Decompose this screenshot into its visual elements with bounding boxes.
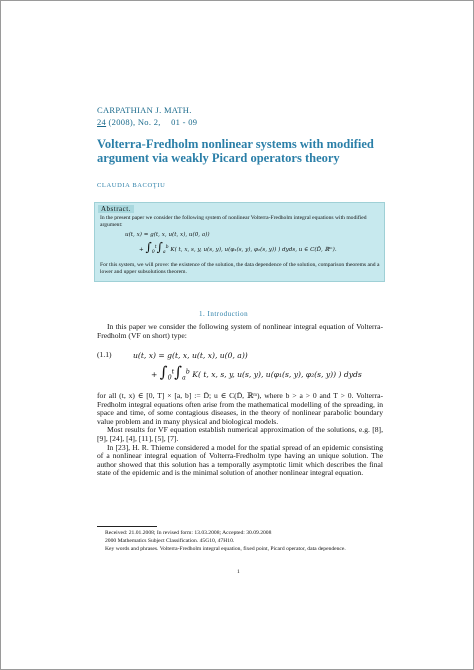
footnote-received: Received: 21.01.2008; In revised form: 13.03.2008; Accepted: 30.09.2008 [105, 530, 272, 536]
journal-pages: 01 - 09 [171, 117, 198, 127]
equation-1-1-line-2-text: K( t, x, s, y, u(s, y), u(φ₁(s, y), φ₂(s, y)) ) dyds [192, 370, 362, 379]
paper-author: CLAUDIA BACOŢIU [97, 182, 166, 189]
footnote-rule [97, 526, 157, 527]
abstract-intro-text: In the present paper we consider the following system of nonlinear Volterra-Fredholm integral equations with modified argument: [100, 215, 367, 228]
equation-1-1-line-2: + $\int_0^t\int_a^b$ K( t, x, s, y, u(s, y), u(φ₁(s, y), φ₂(s, y)) ) dyds [151, 363, 362, 382]
journal-issue: (2008), No. 2, [108, 117, 161, 127]
abstract-equation-1: u(t, x) = g(t, x, u(t, x), u(0, a)) [125, 232, 210, 238]
footnote-msc: 2000 Mathematics Subject Classification. 45G10, 47H10. [105, 538, 235, 544]
abstract-equation-2: + $\int_0^t\int_a^b$ K( t, x, s, y, u(s, y), u(φ₁(s, y), φ₂(s, y)) ) dyds, u ∈ C(D̄, ℝᵐ). [139, 240, 337, 256]
intro-paragraph-4: In [23], H. R. Thieme considered a model for the spatial spread of an epidemic consisting of a nonlinear integral equation of Volterra-Fredholm type having an unique solution. The author showed that this solution has a temporally asymptotic limit which describes the final state of the epidemic and is the minimal solution of another nonlinear integral equation. [97, 442, 383, 478]
section-heading-introduction: 1. Introduction [199, 310, 249, 318]
abstract-conclusion-text: For this system, we will prove: the existence of the solution, the data dependence of the solution, comparison theorems and a lower and upper subsolutions theorem. [100, 262, 380, 275]
journal-name: CARPATHIAN J. MATH. [97, 105, 192, 115]
paper-title-line-1: Volterra-Fredholm nonlinear systems with modified [97, 137, 374, 151]
abstract-equation-2-text: K( t, x, s, y, u(s, y), u(φ₁(s, y), φ₂(s, y)) ) dyds, u ∈ C(D̄, ℝᵐ). [170, 247, 337, 253]
equation-1-1-line-1: u(t, x) = g(t, x, u(t, x), u(0, a)) [133, 351, 248, 360]
abstract-heading: Abstract. [98, 205, 134, 213]
abstract-box [94, 202, 385, 282]
intro-paragraph-1-text: In this paper we consider the following system of nonlinear integral equation of Volterra-Fredholm (VF on short) type: [97, 322, 383, 340]
intro-paragraph-2: for all (t, x) ∈ [0, T] × [a, b] := D̄; u ∈ C(D̄, ℝᵐ), where b > a > 0 and T > 0. Volterra-Fredholm integral equations often arise from the mathematical modelling of the spreading, in space and time, of some contagious diseases, in the theory of nonlinear parabolic boundary value problem and in many physical and biological models. [97, 391, 383, 426]
intro-body [97, 392, 383, 478]
equation-label-1-1: (1.1) [97, 350, 112, 359]
journal-volume: 24 [97, 117, 107, 127]
intro-paragraph-1 [97, 323, 383, 340]
intro-paragraph-3: Most results for VF equation establish numerical approximation of the solutions, e.g. [8], [9], [24], [4], [11], [5], [7]. [97, 425, 383, 443]
paper-title-line-2: argument via weakly Picard operators theory [97, 151, 340, 165]
footnote-keywords: Key words and phrases. Volterra-Fredholm integral equation, fixed point, Picard operator, data dependence. [105, 546, 346, 552]
journal-volume-line [97, 117, 197, 127]
page-number: 1 [237, 569, 240, 575]
